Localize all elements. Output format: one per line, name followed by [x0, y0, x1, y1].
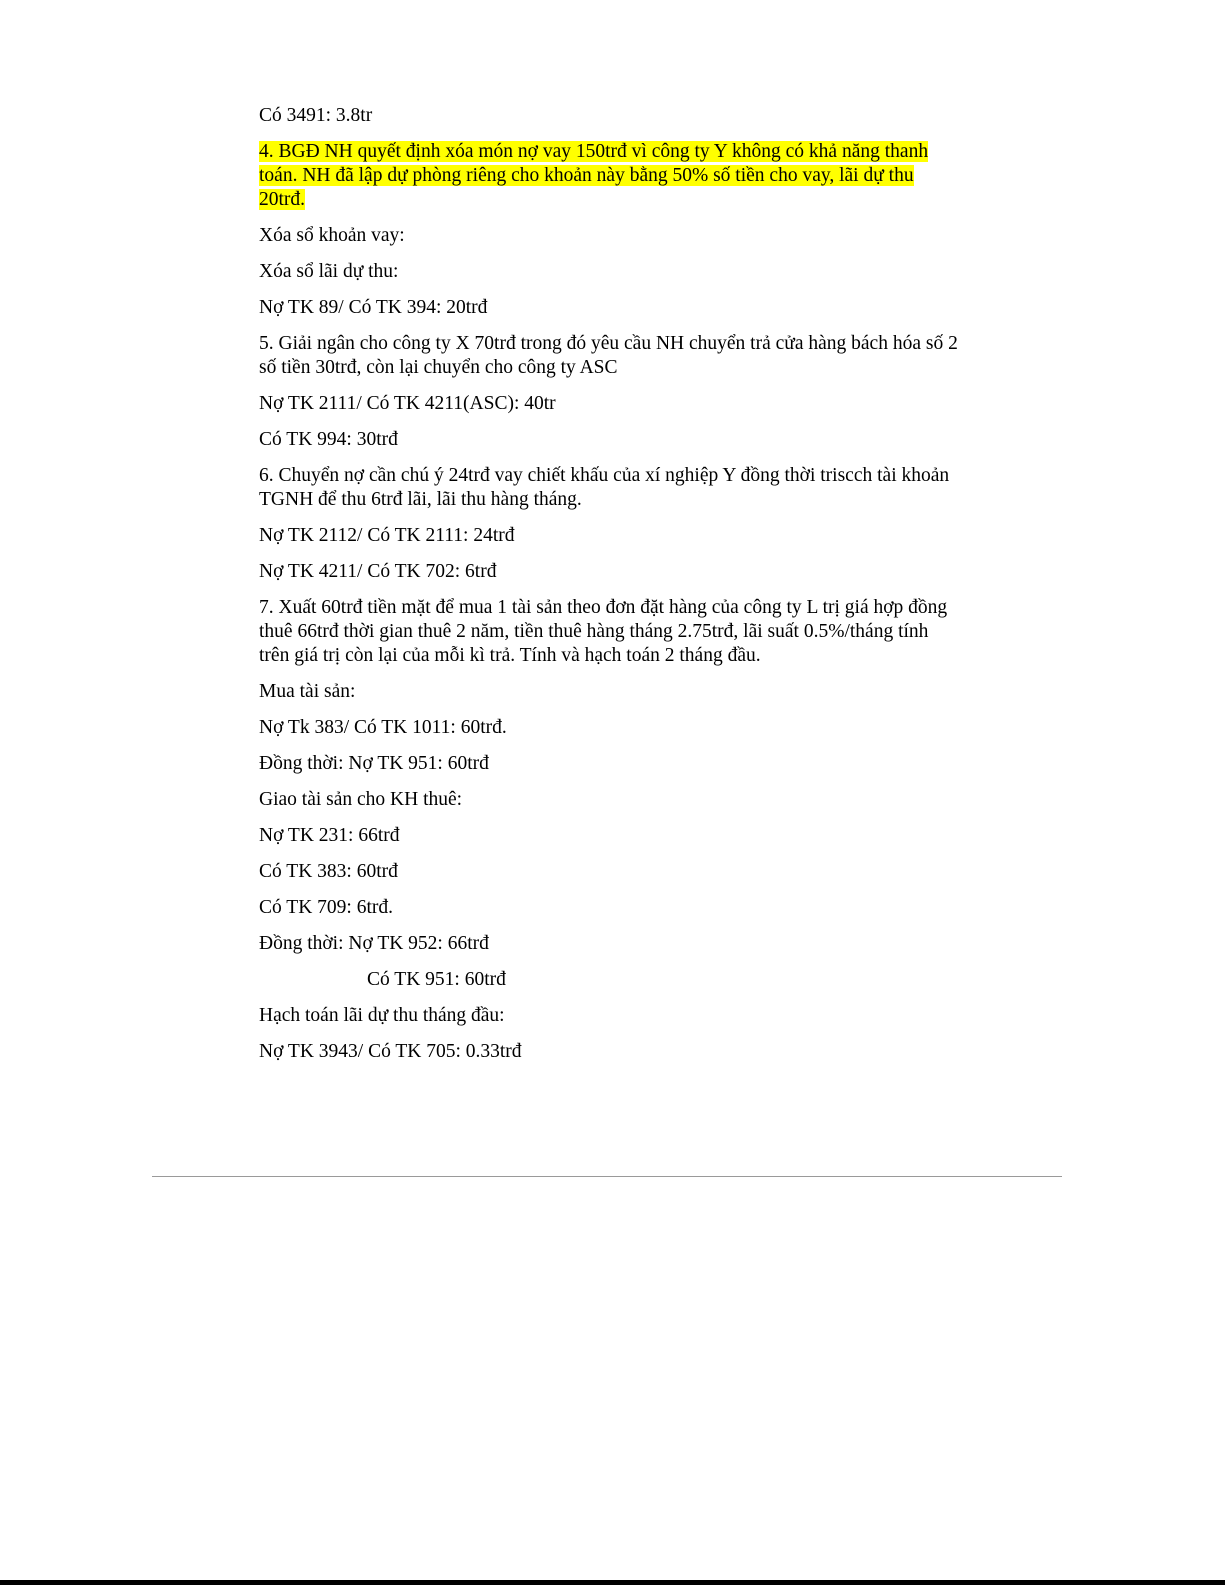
line-xoa-so-khoan-vay	[259, 224, 979, 248]
line-xoa-so-lai-du-thu	[259, 260, 979, 284]
text-line: Nợ TK 2112/ Có TK 2111: 24trđ	[259, 525, 515, 546]
line-hach-toan-lai	[259, 1004, 979, 1028]
entry-tk383	[259, 716, 979, 740]
entry-co-tk951-indented	[259, 968, 979, 992]
task-5	[259, 332, 979, 380]
line-mua-tai-san	[259, 680, 979, 704]
text-line: Có TK 383: 60trđ	[259, 861, 398, 882]
document-body	[259, 104, 979, 1076]
line-co-3491	[259, 104, 979, 128]
text-line: Nợ Tk 383/ Có TK 1011: 60trđ.	[259, 717, 507, 738]
task-4-highlighted	[259, 140, 979, 212]
text-line: Có TK 709: 6trđ.	[259, 897, 393, 918]
entry-tk2111	[259, 392, 979, 416]
text-line: số tiền 30trđ, còn lại chuyển cho công ty ASC	[259, 357, 618, 378]
text-line: 6. Chuyển nợ cần chú ý 24trđ vay chiết khấu của xí nghiệp Y đồng thời trisсch tài khoản	[259, 465, 950, 486]
text-line: Nợ TK 231: 66trđ	[259, 825, 400, 846]
text-line: 5. Giải ngân cho công ty X 70trđ trong đó yêu cầu NH chuyển trả cửa hàng bách hóa số 2	[259, 333, 958, 354]
text-line: Đồng thời: Nợ TK 952: 66trđ	[259, 933, 489, 954]
text-line: TGNH để thu 6trđ lãi, lãi thu hàng tháng.	[259, 489, 582, 510]
line-giao-tai-san	[259, 788, 979, 812]
text-line: Xóa sổ khoản vay:	[259, 225, 405, 246]
entry-co-tk709	[259, 896, 979, 920]
text-line: Nợ TK 3943/ Có TK 705: 0.33trđ	[259, 1041, 522, 1062]
text-line: Nợ TK 89/ Có TK 394: 20trđ	[259, 297, 488, 318]
text-line: Có 3491: 3.8tr	[259, 105, 373, 126]
entry-dong-thoi-951	[259, 752, 979, 776]
text-line: trên giá trị còn lại của mỗi kì trả. Tính và hạch toán 2 tháng đầu.	[259, 645, 761, 666]
text-line: Giao tài sản cho KH thuê:	[259, 789, 463, 810]
entry-tk3943	[259, 1040, 979, 1064]
entry-tk231	[259, 824, 979, 848]
entry-tk89	[259, 296, 979, 320]
highlighted-text: toán. NH đã lập dự phòng riêng cho khoản này bằng 50% số tiền cho vay, lãi dự thu	[259, 165, 914, 186]
highlighted-text: 20trđ.	[259, 189, 306, 210]
entry-tk2112	[259, 524, 979, 548]
text-line: Xóa sổ lãi dự thu:	[259, 261, 399, 282]
text-line: Có TK 994: 30trđ	[259, 429, 398, 450]
text-line: Hạch toán lãi dự thu tháng đầu:	[259, 1005, 505, 1026]
highlighted-text: 4. BGĐ NH quyết định xóa món nợ vay 150trđ vì công ty Y không có khả năng thanh	[259, 141, 929, 162]
entry-co-tk383	[259, 860, 979, 884]
text-line: Có TK 951: 60trđ	[367, 969, 506, 990]
text-line: Nợ TK 4211/ Có TK 702: 6trđ	[259, 561, 497, 582]
task-7	[259, 596, 979, 668]
page-separator-line	[152, 1176, 1062, 1177]
task-6	[259, 464, 979, 512]
entry-tk4211	[259, 560, 979, 584]
text-line: 7. Xuất 60trđ tiền mặt để mua 1 tài sản theo đơn đặt hàng của công ty L trị giá hợp đồng	[259, 597, 948, 618]
page-bottom-border	[0, 1580, 1225, 1585]
text-line: Đồng thời: Nợ TK 951: 60trđ	[259, 753, 489, 774]
entry-dong-thoi-952	[259, 932, 979, 956]
text-line: Mua tài sản:	[259, 681, 356, 702]
text-line: Nợ TK 2111/ Có TK 4211(ASC): 40tr	[259, 393, 556, 414]
text-line: thuê 66trđ thời gian thuê 2 năm, tiền thuê hàng tháng 2.75trđ, lãi suất 0.5%/tháng tính	[259, 621, 929, 642]
entry-tk994	[259, 428, 979, 452]
